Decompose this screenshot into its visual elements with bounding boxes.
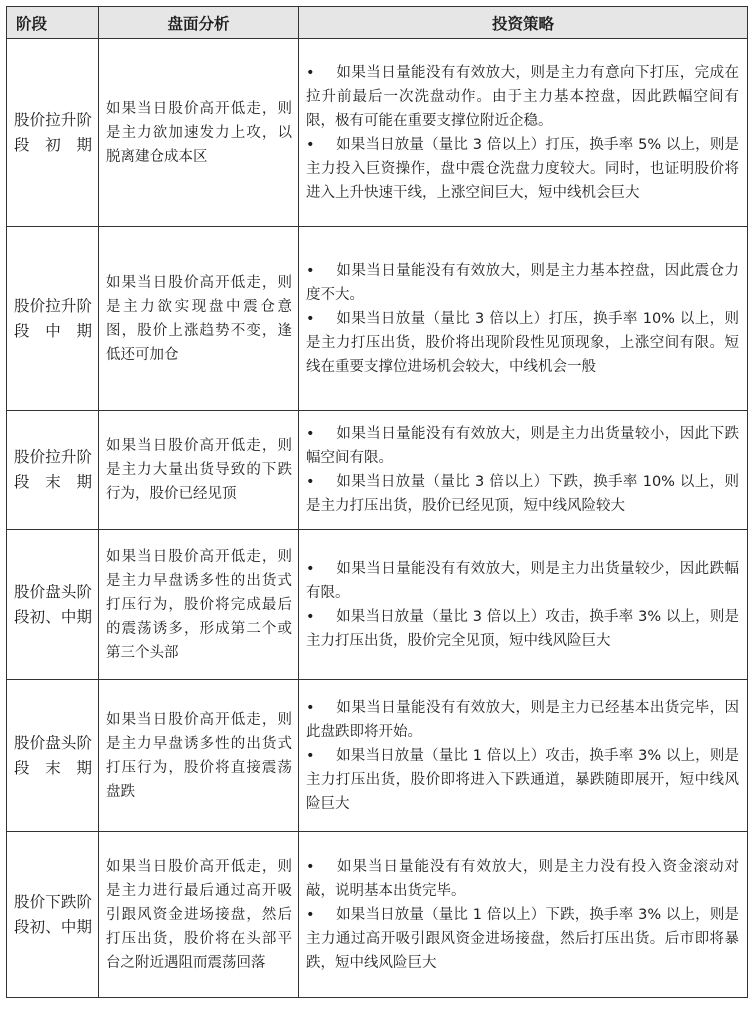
analysis-cell: 如果当日股价高开低走，则是主力早盘诱多性的出货式打压行为，股价将直接震荡盘跌	[99, 680, 299, 832]
header-strategy: 投资策略	[299, 7, 748, 39]
strategy-cell	[299, 411, 748, 530]
stage-cell: 股价拉升阶段初期	[7, 39, 99, 227]
header-row	[7, 7, 748, 39]
bullet-icon: •	[306, 858, 315, 875]
strategy-cell	[299, 680, 748, 832]
header-stage: 阶段	[7, 7, 99, 39]
strategy-point: • 如果当日放量（量比 1 倍以上）下跌，换手率 3% 以上，则是主力通过高开吸引跟风资金进场接盘，然后打压出货。后市即将暴跌，短中线风险巨大	[306, 903, 739, 975]
strategy-cell	[299, 832, 748, 998]
strategy-cell	[299, 530, 748, 680]
bullet-icon: •	[306, 310, 315, 327]
bullet-icon: •	[306, 747, 315, 764]
analysis-cell: 如果当日股价高开低走，则是主力欲加速发力上攻，以脱离建仓成本区	[99, 39, 299, 227]
bullet-icon: •	[306, 136, 315, 153]
strategy-point: • 如果当日放量（量比 1 倍以上）攻击，换手率 3% 以上，则是主力打压出货，股价即将进入下跌通道，暴跌随即展开，短中线风险巨大	[306, 744, 739, 816]
bullet-icon: •	[306, 608, 315, 625]
stage-cell: 股价拉升阶段中期	[7, 227, 99, 411]
table-row	[7, 530, 748, 680]
bullet-icon: •	[306, 64, 315, 81]
table-row	[7, 39, 748, 227]
analysis-cell: 如果当日股价高开低走，则是主力欲实现盘中震仓意图，股价上涨趋势不变，逢低还可加仓	[99, 227, 299, 411]
bullet-icon: •	[306, 699, 315, 716]
strategy-point: • 如果当日放量（量比 3 倍以上）下跌，换手率 10% 以上，则是主力打压出货，股价已经见顶，短中线风险较大	[306, 470, 739, 518]
stage-cell: 股价下跌阶段初、中期	[7, 832, 99, 998]
table-row	[7, 832, 748, 998]
table-row	[7, 227, 748, 411]
strategy-point: • 如果当日量能没有有效放大，则是主力有意向下打压，完成在拉升前最后一次洗盘动作。由于主力基本控盘，因此跌幅空间有限，极有可能在重要支撑位附近企稳。	[306, 61, 739, 133]
strategy-cell	[299, 39, 748, 227]
strategy-cell	[299, 227, 748, 411]
analysis-cell: 如果当日股价高开低走，则是主力进行最后通过高开吸引跟风资金进场接盘，然后打压出货，股价将在头部平台之附近遇阻而震荡回落	[99, 832, 299, 998]
stage-cell: 股价盘头阶段初、中期	[7, 530, 99, 680]
strategy-point: • 如果当日放量（量比 3 倍以上）打压，换手率 5% 以上，则是主力投入巨资操作，盘中震仓洗盘力度较大。同时，也证明股价将进入上升快速干线，上涨空间巨大，短中线机会巨大	[306, 133, 739, 205]
strategy-table	[6, 6, 748, 998]
strategy-point: • 如果当日量能没有有效放大，则是主力基本控盘，因此震仓力度不大。	[306, 259, 739, 307]
table-row	[7, 680, 748, 832]
header-analysis: 盘面分析	[99, 7, 299, 39]
analysis-cell: 如果当日股价高开低走，则是主力大量出货导致的下跌行为，股价已经见顶	[99, 411, 299, 530]
analysis-cell: 如果当日股价高开低走，则是主力早盘诱多性的出货式打压行为，股价将完成最后的震荡诱多，形成第二个或第三个头部	[99, 530, 299, 680]
bullet-icon: •	[306, 426, 315, 442]
strategy-point: • 如果当日量能没有有效放大，则是主力出货量较小，因此下跌幅空间有限。	[306, 422, 739, 470]
stage-cell: 股价拉升阶段末期	[7, 411, 99, 530]
bullet-icon: •	[306, 262, 315, 279]
strategy-point: • 如果当日量能没有有效放大，则是主力已经基本出货完毕，因此盘跌即将开始。	[306, 696, 739, 744]
bullet-icon: •	[306, 560, 315, 577]
strategy-point: • 如果当日量能没有有效放大，则是主力没有投入资金滚动对敲，说明基本出货完毕。	[306, 855, 739, 903]
strategy-point: • 如果当日放量（量比 3 倍以上）打压，换手率 10% 以上，则是主力打压出货，股价将出现阶段性见顶现象，上涨空间有限。短线在重要支撑位进场机会较大，中线机会一般	[306, 307, 739, 379]
table-row	[7, 411, 748, 530]
strategy-point: • 如果当日放量（量比 3 倍以上）攻击，换手率 3% 以上，则是主力打压出货，股价完全见顶，短中线风险巨大	[306, 605, 739, 653]
bullet-icon: •	[306, 906, 315, 923]
stage-cell: 股价盘头阶段末期	[7, 680, 99, 832]
bullet-icon: •	[306, 474, 315, 490]
strategy-point: • 如果当日量能没有有效放大，则是主力出货量较少，因此跌幅有限。	[306, 557, 739, 605]
